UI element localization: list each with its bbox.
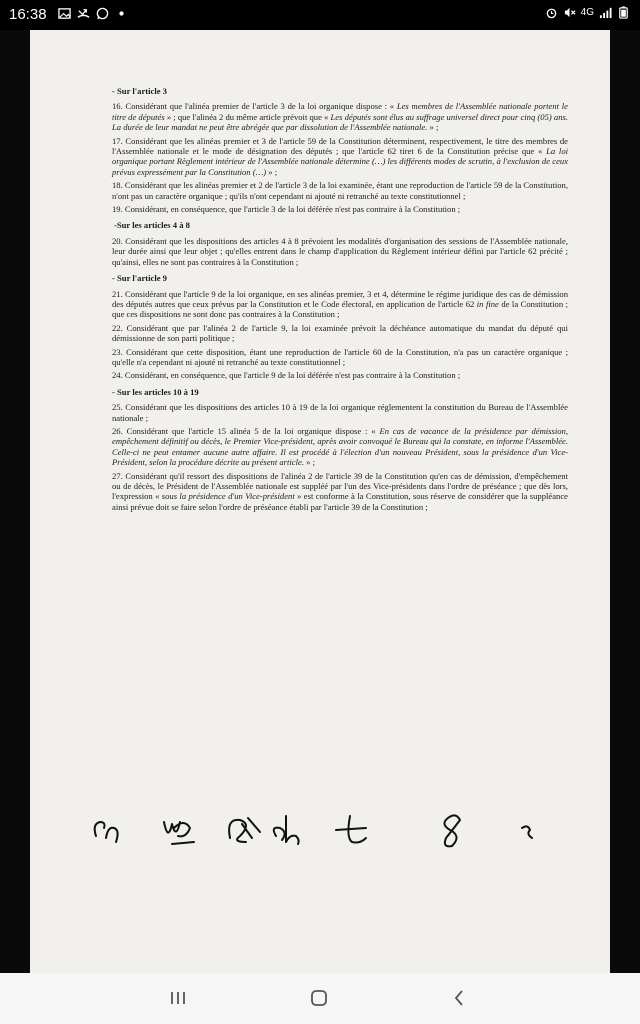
home-button[interactable] <box>304 987 334 1009</box>
paragraph: 24. Considérant, en conséquence, que l'article 9 de la loi déférée n'est pas contraire à la Constitution ; <box>112 370 461 381</box>
section-heading: - Sur l'article 3 <box>112 86 167 96</box>
handwritten-signatures <box>90 798 560 858</box>
paragraph: 26. Considérant que l'article 15 alinéa 5 de la loi organique dispose : « En cas de vacance de la présidence par démission, empêchement définitif ou décès, le Premier Vice-président, après avoir convoqué le Bureau qui la constate, en informe l'Assemblée. Celle-ci ne peut entamer aucune autre affaire. Il est procédé à l'élection d'un nouveau Président, sous la présidence d'un Vice-Président, selon la procédure décrite au présent article. » ; <box>112 425 568 468</box>
paragraph: 22. Considérant que par l'alinéa 2 de l'article 9, la loi examinée prévoit la déchéance automatique du mandat du député qui démissionne de son parti politique ; <box>112 322 568 344</box>
gallery-icon <box>58 7 71 20</box>
paragraph: 27. Considérant qu'il ressort des dispositions de l'alinéa 2 de l'article 39 de la Constitution qu'en cas de démission, d'empêchement ou de décès, le Président de l'Assemblée nationale est suppléé par l'un des Vice-présidents dans l'ordre de préséance ; que dès lors, l'expression « sous la présidence d'un Vice-président » est conforme à la Constitution, sous réserve de considérer que la suppléance ainsi prévue doit se faire selon l'ordre de préséance établi par l'article 39 de la Constitution ; <box>112 470 568 512</box>
signal-icon <box>599 6 612 19</box>
paragraph: 23. Considérant que cette disposition, étant une reproduction de l'article 60 de la Constitution, n'a pas un caractère organique ; qu'elle n'a cependant ni ajouté ni retranché au texte constitutionnel ; <box>112 346 568 367</box>
paragraph: 16. Considérant que l'alinéa premier de l'article 3 de la loi organique dispose : « Les membres de l'Assemblée nationale portent le titre de députés » ; que l'alinéa 2 du même article prévoit que « Les députés sont élus au suffrage universel direct pour cinq (05) ans. La durée de leur mandat ne peut être abrégée que par dissolution de l'Assemblée nationale. » ; <box>112 101 568 133</box>
missed-call-icon <box>77 7 90 20</box>
paragraph: 21. Considérant que l'article 9 de la loi organique, en ses alinéas premier, 3 et 4, détermine le régime juridique des cas de démission des députés autres que ceux prévus par la Constitution et le Code électoral, en application de l'article 62 in fine de la Constitution ; que ces dispositions ne sont donc pas contraires à la Constitution ; <box>112 288 568 320</box>
section-heading: -Sur les articles 4 à 8 <box>114 220 190 231</box>
status-bar <box>0 0 640 30</box>
4g-icon: 4G <box>580 7 594 18</box>
battery-icon <box>617 6 630 19</box>
home-icon <box>309 988 329 1008</box>
back-button[interactable] <box>444 987 474 1009</box>
paragraph: 17. Considérant que les alinéas premier et 3 de l'article 59 de la Constitution déterminent, respectivement, le titre des membres de l'Assemblée nationale et le mode de désignation des députés ; que l'article 62 tiret 6 de la Constitution précise que « La loi organique portant Règlement intérieur de l'Assemblée nationale détermine (…) les différents modes de scrutin, à l'exclusion de ceux prévus expressément par la Constitution (…) » ; <box>112 135 568 177</box>
whatsapp-icon <box>96 7 109 20</box>
document-body <box>112 80 568 515</box>
paragraph: 25. Considérant que les dispositions des articles 10 à 19 de la loi organique réglementent la constitution du Bureau de l'Assemblée nationale ; <box>112 402 568 423</box>
navigation-bar <box>0 973 640 1024</box>
section-heading: - Sur l'article 9 <box>112 273 167 284</box>
status-time: 16:38 <box>9 6 47 23</box>
paragraph: 19. Considérant, en conséquence, que l'article 3 de la loi déférée n'est pas contraire à la Constitution ; <box>112 204 461 215</box>
paragraph: 20. Considérant que les dispositions des articles 4 à 8 prévoient les modalités d'organisation des sessions de l'Assemblée nationale, leur durée ainsi que leur objet ; qu'elles entrent dans le champ d'application du Règlement intérieur défini par l'article 62 précité ; qu'ainsi, elles ne sont pas contraires à la Constitution ; <box>112 235 568 267</box>
paragraph: 18. Considérant que les alinéas premier et 2 de l'article 3 de la loi examinée, étant une reproduction de l'article 59 de la Constitution, n'ont pas un caractère organique ; qu'ils n'ont cependant ni ajouté ni retranché au texte constitutionnel ; <box>112 180 568 201</box>
back-icon <box>452 988 466 1008</box>
recent-apps-icon <box>169 990 187 1006</box>
status-right-icons <box>545 6 630 19</box>
notification-dot-icon <box>115 7 128 20</box>
mute-icon <box>563 6 576 19</box>
alarm-icon <box>545 6 558 19</box>
status-left-icons <box>58 7 128 20</box>
document-page[interactable] <box>30 30 610 973</box>
recent-apps-button[interactable] <box>163 987 193 1009</box>
section-heading: - Sur les articles 10 à 19 <box>112 386 199 397</box>
